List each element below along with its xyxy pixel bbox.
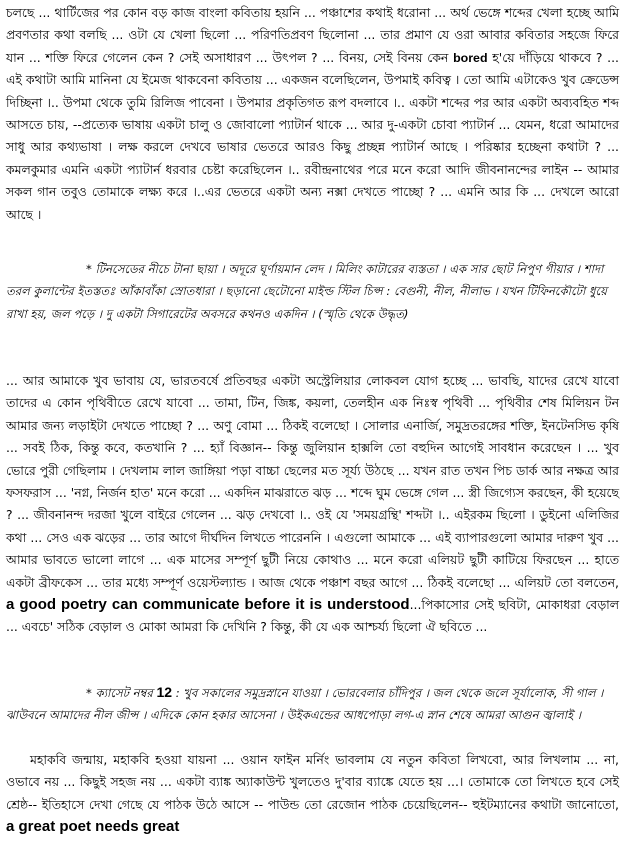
paragraph-3-text: মহাকবি জন্মায়, মহাকবি হওয়া যায়না ... ওয়ান ফাইন মর্নিং ভাবলাম যে নতুন কবিতা লিখবো, আর লিখলাম ... না, ওভাবে নয় ... কিছুই সহজ নয় ... একটা ব্যাঙ্ক অ্যাকাউন্ট খুলতেও দু'বার ব্যাঙ্কে যেতে হয় ...। তোমাকে তো লিখতে হবে সেই শ্রেষ্ঠ-- ইতিহাসে দেখা গেছে যে পাঠক উঠে আসে -- পাউন্ড তো রেজোন পাঠক চেয়েছিলেন-- হুইটম্যানের কথাটা জানোতো, xyxy=(6,752,619,812)
paragraph-2-text-end: ...পিকাসোর সেই ছবিটা, মোকাধরা বেড়াল ... এবচে' সঠিক বেড়াল ও মোকা আমরা কি দেখিনি ? কিন্তু, কী যে এক আশ্চর্য্য ছিলো ঐ ছবিতে ... xyxy=(6,597,619,635)
cassette-number: 12 xyxy=(156,684,173,700)
paragraph-2-english-quote: a good poetry can communicate before it is understood xyxy=(6,596,410,614)
paragraph-3 xyxy=(6,749,619,839)
paragraph-3-english-quote: a great poet needs great xyxy=(6,818,180,836)
paragraph-1-english-word: bored xyxy=(453,50,488,65)
memory-note-1-text: * টিনসেডের নীচে টানা ছায়া । অদূরে ঘূর্ণায়মান লেদ । মিলিং কাটারের ব্যস্ততা । এক সার ছোট নিপুণ গীয়ার । শাদা তরল কুলান্টের ইতস্ততঃ আঁকাবাঁকা স্রোতধারা । ছড়ানো ছেটোনো মাইল্ড স্টিল চিপ্স : বেগুনী, নীল, নীলাভ । যখন টিফিনকৌটো ধুয়ে রাখা হয়, জল পড়ে । দু একটা সিগারেটের অবসরে কথনও একদিন । (স্মৃতি থেকে উদ্ধৃত) xyxy=(6,262,607,321)
memory-note-1 xyxy=(6,258,619,325)
paragraph-1-text-end: হ'য়ে দাঁড়িয়ে থাকবে ? ... এই কথাটা আমি মানিনা যে ইমেজ থাকবেনা কবিতায় ... একজন বলেছিলেন, উপমাই কবিত্ব । তো আমি এটাকেও খুব ক্রেডেন্স দিচ্ছিনা ।.. উপমা থেকে তুমি রিলিজ পাবেনা । উপমার প্রকৃতিগত রূপ বদলাবে ।.. একটা শব্দের পর আর একটা অব্যবহিত শব্দ আসতে চায়, --প্রত্যেক ভাষায় একটা চালু ও জোবালো প্যাটার্ন থাকে ... আর দু-একটা চোবা প্যাটার্ন ... যেমন, ধরো আমাদের সাধু আর কথ্যভাষা । লক্ষ করলে দেখবে ভাষার ভেতরে আরও কিছু প্রচ্ছন্ন প্যাটার্ন আছে । পরিষ্কার হচ্ছেনা কথাটা ? ... কমলকুমার এমনি একটা প্যাটার্ন ধরবার চেষ্টা করেছিলেন ।.. রবীন্দ্রনাথের পরে মনে করো আদি জীবনানন্দের লাইন -- আমার সকল গান তবুও তোমাকে লক্ষ্য করে ।..এর ভেতরে একটা অন্য নক্সা দেখতে পাচ্ছো ? ... এমনি আর কি ... দেখলে আরো আছে । xyxy=(6,49,619,222)
memory-note-2-text-start: * ক্যাসেট নম্বর xyxy=(86,686,157,700)
paragraph-2 xyxy=(6,370,619,639)
paragraph-1 xyxy=(6,2,619,226)
paragraph-2-text-start: ... আর আমাকে খুব ভাবায় যে, ভারতবর্ষে প্রতিবছর একটা অস্ট্রেলিয়ার লোকবল যোগ হচ্ছে ... ভাবছি, যাদের রেখে যাবো তাদের এ কোন পৃথিবীতে রেখে যাবো ... তামা, টিন, জিঙ্ক, কয়লা, তেলহীন এক নিঃস্ব পৃথিবী ... পৃথিবীর শেষ মিলিয়ন টন আমার জন্য লড়াইটা দেখতে পাচ্ছো ? ... অণু বোমা ... ঠিকই বলেছো । সোলার এনার্জি, সমুদ্রতরঙ্গের শক্তি, ইনটেনসিভ কৃষি ... সবই ঠিক, কিন্তু কবে, কতখানি ? ... হ্যাঁ বিজ্ঞান-- কিন্তু জুলিয়ান হাক্সলি তো বহুদিন আগেই সাবধান করেছেন । ... খুব ভোরে পুরী গেছিলাম । দেখলাম লাল জাঙ্গিয়া পড়া বাচ্চা ছেলের মত সূর্য্য উঠছে ... যখন রাত তখন পিচ ডার্ক আর নক্ষত্র আর ফসফরাস ... 'নগ্ন, নির্জন হাত' মনে করো ... একদিন মাঝরাতে ঝড় ... শব্দে ঘুম ভেঙ্গে গেল ... স্ত্রী জিগ্যেস করছেন, কী হয়েছে ? ... জীবনানন্দ দরজা খুলে বাইরে গেলেন ... ঝড় দেখবো ।.. ওই যে 'সময়গ্রন্থি' শব্দটা ।.. এইরকম ছিলো । ডুইনো এলিজির কথা ... সেও এক ঝড়ের ... তার আগে দীর্ঘদিন লিখতে পারেননি । এগুলো আমাকে ... এই ব্যাপারগুলো আমার দারুণ খুব ... আমার ভাবতে ভালো লাগে ... এক মাসের সম্পূর্ণ ছুটী নিয়ে কোথাও ... মনে করো এলিয়ট ছুটী কাটিয়ে ফিরছেন ... হাতে একটা ব্রীফকেস ... তার মধ্যে সম্পূর্ণ ওয়েস্টল্যান্ড । আজ থেকে পঞ্চাশ বছর আগে ... ঠিকই বলেছো ... এলিয়ট তো বলতেন, xyxy=(6,373,619,590)
memory-note-2 xyxy=(6,681,619,727)
paragraph-1-text-start: চলছে ... থার্টিজের পর কোন বড় কাজ বাংলা কবিতায় হয়নি ... পঞ্চাশের কথাই ধরোনা ... অর্থ ভেঙ্গে শব্দের খেলা হচ্ছে আমি প্রবণতার কথা বলছি ... ওটা যে খেলা ছিলো ... পরিণতিপ্রবণ ছিলোনা ... তার প্রমাণ যে ওরা আবার কবিতার সহজে ফিরে যান ... শক্তি ফিরে গেলেন কেন ? সেই অসাধারণ ... উৎপল ? ... বিনয়, সেই বিনয় কেন xyxy=(6,5,619,65)
memory-note-2-text-end: : খুব সকালের সমুদ্রস্নানে যাওয়া । ভোরবেলার চাঁদিপুর । জল থেকে জলে সূর্যালোক, সী গাল । ঝাউবনে আমাদের নীল জীন্স । এদিকে কোন হকার আসেনা । উইকএন্ডের আধপোড়া লগ-এ স্নান শেষে আমরা আগুন জ্বালাই । xyxy=(6,686,604,723)
